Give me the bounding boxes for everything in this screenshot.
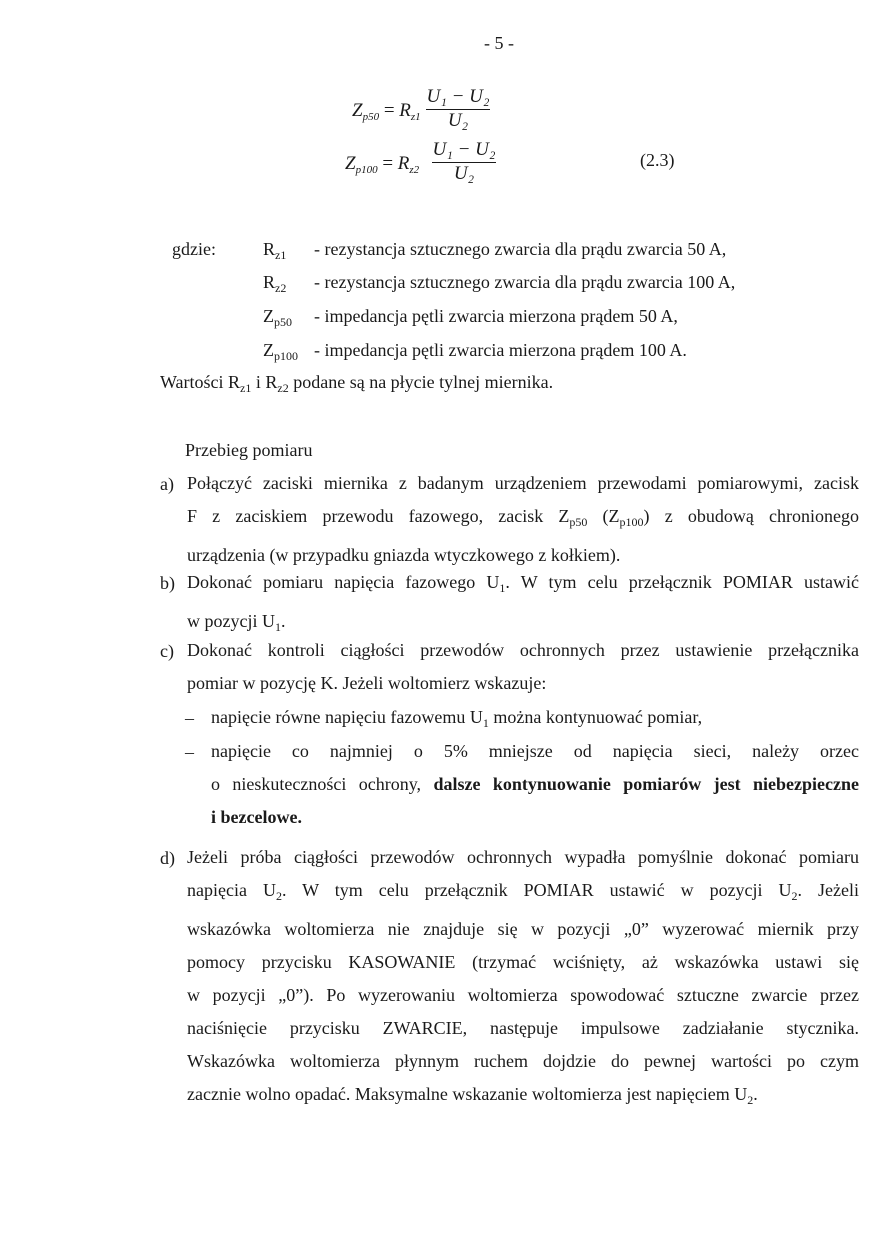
eq1-r-sub: z1 xyxy=(410,111,421,123)
eq1-equals: = xyxy=(383,100,395,121)
item-c-bullet-2 xyxy=(211,735,859,834)
text-sub: p100 xyxy=(619,515,644,529)
def-symbol-letter: R xyxy=(263,272,276,292)
eq2-denominator: U₂ xyxy=(453,163,475,184)
text-run: F z zaciskiem przewodu fazowego, zacisk Z xyxy=(187,506,570,526)
page-number: - 5 - xyxy=(484,33,514,53)
eq2-r: R xyxy=(397,153,410,174)
text-sub: 2 xyxy=(791,889,798,903)
note-part: podane są na płycie tylnej miernika. xyxy=(288,372,554,392)
item-c-line: Dokonać kontroli ciągłości przewodów ochronnych przez ustawienie przełącznika xyxy=(187,640,859,660)
text-run: ) z obudową chronionego xyxy=(643,506,859,526)
item-d-body xyxy=(187,841,859,1117)
text-run: w pozycji U xyxy=(187,611,275,631)
item-d-line xyxy=(187,874,859,913)
text-run: można kontynuować pomiar, xyxy=(488,707,703,727)
note-sub: z1 xyxy=(240,381,252,395)
def-symbol-sub: z1 xyxy=(275,248,287,262)
equation-z-p50 xyxy=(352,100,421,123)
item-d-line: wskazówka woltomierza nie znajduje się w pozycji „0” wyzerować miernik przy xyxy=(187,919,859,939)
eq1-lhs: Z xyxy=(352,100,363,121)
bullet-line-bold: i bezcelowe. xyxy=(211,807,302,827)
text-sub: 1 xyxy=(499,581,506,595)
note-part: Wartości R xyxy=(160,372,241,392)
item-a-line xyxy=(187,500,859,539)
note-sub: z2 xyxy=(277,381,289,395)
item-c-line: pomiar w pozycję K. Jeżeli woltomierz wskazuje: xyxy=(187,673,547,693)
def-symbol-zp100 xyxy=(263,340,298,364)
item-b-body xyxy=(187,566,859,644)
eq2-fraction xyxy=(432,139,496,185)
eq1-r: R xyxy=(399,100,411,121)
def-symbol-letter: Z xyxy=(263,306,274,326)
eq1-denominator: U₂ xyxy=(447,110,469,131)
text-sub: 1 xyxy=(482,716,489,730)
item-d-line: naciśnięcie przycisku ZWARCIE, następuje impulsowe zadziałanie stycznika. xyxy=(187,1018,859,1038)
item-d-line: w pozycji „0”). Po wyzerowaniu woltomierza spowodować sztuczne zwarcie przez xyxy=(187,985,859,1005)
text-run: . Jeżeli xyxy=(797,880,859,900)
item-a-line: urządzenia (w przypadku gniazda wtyczkowego z kołkiem). xyxy=(187,545,621,565)
def-symbol-sub: p50 xyxy=(274,315,292,329)
eq2-equals: = xyxy=(382,153,394,174)
definitions-note xyxy=(160,372,553,396)
text-run: Dokonać pomiaru napięcia fazowego U xyxy=(187,572,500,592)
bold-warning: dalsze kontynuowanie pomiarów jest niebezpieczne xyxy=(433,774,859,794)
text-run: . xyxy=(280,611,286,631)
text-run: (Z xyxy=(587,506,620,526)
equation-number: (2.3) xyxy=(640,150,675,170)
item-d-line xyxy=(187,1078,859,1117)
def-symbol-sub: p100 xyxy=(274,349,298,363)
def-symbol-zp50 xyxy=(263,306,292,330)
text-run: napięcie równe napięciu fazowemu U xyxy=(211,707,483,727)
item-a-label: a) xyxy=(160,474,174,494)
item-a-body xyxy=(187,467,859,572)
def-text-rz2: - rezystancja sztucznego zwarcia dla prądu zwarcia 100 A, xyxy=(314,272,736,292)
def-text-zp50: - impedancja pętli zwarcia mierzona prądem 50 A, xyxy=(314,306,678,326)
def-symbol-letter: Z xyxy=(263,340,274,360)
dash-bullet: – xyxy=(185,708,194,728)
item-c-body xyxy=(187,634,859,700)
item-d-line: Jeżeli próba ciągłości przewodów ochronnych wypadła pomyślnie dokonać pomiaru xyxy=(187,847,859,867)
item-d-line: Wskazówka woltomierza płynnym ruchem dojdzie do pewnej wartości po czym xyxy=(187,1051,859,1071)
text-sub: 1 xyxy=(274,620,281,634)
item-a-line: Połączyć zaciski miernika z badanym urządzeniem przewodami pomiarowymi, zacisk xyxy=(187,473,859,493)
eq2-lhs-sub: p100 xyxy=(355,164,378,176)
equation-z-p100 xyxy=(345,153,419,176)
procedure-title: Przebieg pomiaru xyxy=(185,440,313,460)
def-symbol-rz2 xyxy=(263,272,286,296)
eq2-lhs: Z xyxy=(345,153,356,174)
text-run: napięcia U xyxy=(187,880,276,900)
eq2-r-sub: z2 xyxy=(409,164,420,176)
note-part: i R xyxy=(251,372,278,392)
text-run: . W tym celu przełącznik POMIAR ustawić w pozycji U xyxy=(281,880,792,900)
eq2-numerator: U₁ − U₂ xyxy=(432,139,496,160)
text-run: . xyxy=(753,1084,758,1104)
item-b-line xyxy=(187,566,859,605)
text-run: o nieskuteczności ochrony, xyxy=(211,774,434,794)
text-run: . W tym celu przełącznik POMIAR ustawić xyxy=(505,572,859,592)
item-d-line: pomocy przycisku KASOWANIE (trzymać wciśnięty, aż wskazówka ustawi się xyxy=(187,952,859,972)
eq1-numerator: U₁ − U₂ xyxy=(426,86,490,107)
item-c-label: c) xyxy=(160,641,174,661)
text-sub: 2 xyxy=(275,889,282,903)
bullet-line xyxy=(211,768,859,801)
item-b-label: b) xyxy=(160,573,175,593)
dash-bullet: – xyxy=(185,742,194,762)
def-symbol-letter: R xyxy=(263,239,276,259)
def-text-zp100: - impedancja pętli zwarcia mierzona prądem 100 A. xyxy=(314,340,687,360)
text-sub: p50 xyxy=(569,515,588,529)
item-d-label: d) xyxy=(160,848,175,868)
def-symbol-sub: z2 xyxy=(275,281,287,295)
bullet-line: napięcie co najmniej o 5% mniejsze od napięcia sieci, należy orzec xyxy=(211,741,859,761)
text-run: zacznie wolno opadać. Maksymalne wskazanie woltomierza jest napięciem U xyxy=(187,1084,748,1104)
text-sub: 2 xyxy=(747,1093,754,1107)
eq1-lhs-sub: p50 xyxy=(362,111,380,123)
where-label: gdzie: xyxy=(172,239,216,259)
eq1-fraction xyxy=(426,86,490,132)
def-symbol-rz1 xyxy=(263,239,286,263)
def-text-rz1: - rezystancja sztucznego zwarcia dla prądu zwarcia 50 A, xyxy=(314,239,727,259)
